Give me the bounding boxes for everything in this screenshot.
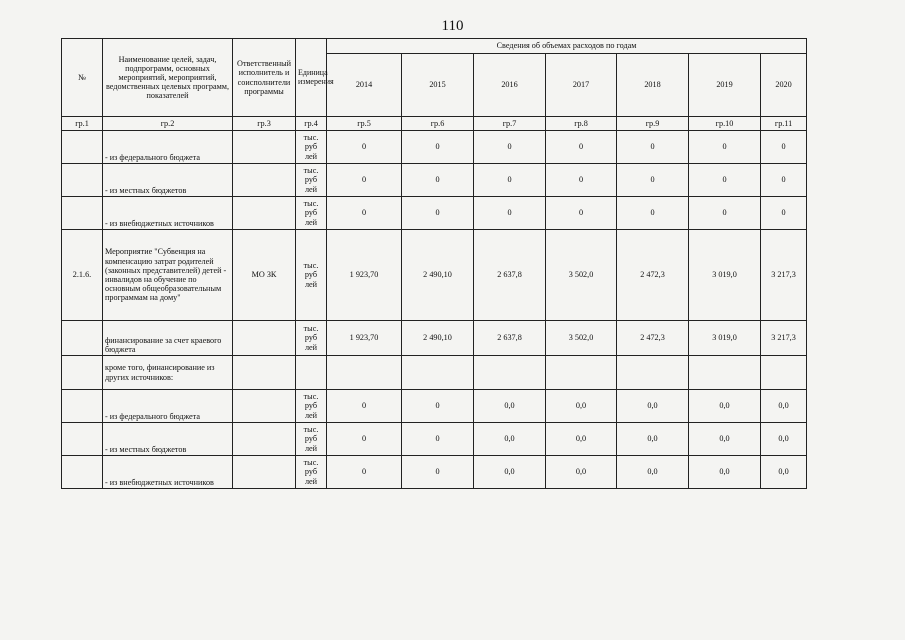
- header-year: 2018: [617, 54, 689, 117]
- row-exec: МО ЗК: [233, 230, 296, 321]
- gr-row: [62, 117, 807, 131]
- header-year: 2014: [327, 54, 402, 117]
- table-row: [62, 230, 807, 321]
- row-value: 0: [761, 131, 807, 164]
- gr-cell: гр.5: [327, 117, 402, 131]
- row-value: 0,0: [761, 456, 807, 489]
- gr-cell: гр.2: [103, 117, 233, 131]
- row-value: 0: [327, 423, 402, 456]
- row-value: 1 923,70: [327, 230, 402, 321]
- row-value: 0,0: [689, 456, 761, 489]
- row-value: 0,0: [617, 456, 689, 489]
- row-exec: [233, 390, 296, 423]
- row-value: [546, 356, 617, 390]
- header-executor: Ответственный исполнитель и соисполнители программы: [233, 39, 296, 117]
- table-row: [62, 390, 807, 423]
- row-num: [62, 321, 103, 356]
- row-exec: [233, 197, 296, 230]
- row-value: 0: [474, 131, 546, 164]
- row-value: 0,0: [474, 423, 546, 456]
- row-value: 3 019,0: [689, 321, 761, 356]
- row-value: 0,0: [761, 423, 807, 456]
- row-value: 0: [689, 131, 761, 164]
- row-num: [62, 390, 103, 423]
- row-unit: тыс. руб лей: [296, 164, 327, 197]
- row-value: 0: [546, 164, 617, 197]
- row-value: [474, 356, 546, 390]
- header-num: №: [62, 39, 103, 117]
- row-unit: тыс. руб лей: [296, 230, 327, 321]
- header-group: Сведения об объемах расходов по годам: [327, 39, 807, 54]
- gr-cell: гр.1: [62, 117, 103, 131]
- row-unit: тыс. руб лей: [296, 456, 327, 489]
- row-value: 0,0: [474, 390, 546, 423]
- row-value: 0: [474, 164, 546, 197]
- expenditure-table: [61, 38, 807, 489]
- table-row: [62, 131, 807, 164]
- header-name: Наименование целей, задач, подпрограмм, основных мероприятий, мероприятий, ведомственных целевых программ, показателей: [103, 39, 233, 117]
- row-value: 0,0: [546, 456, 617, 489]
- gr-cell: гр.3: [233, 117, 296, 131]
- header-year: 2016: [474, 54, 546, 117]
- row-unit: тыс. руб лей: [296, 131, 327, 164]
- row-value: 0: [402, 423, 474, 456]
- row-name: - из внебюджетных источников: [103, 456, 233, 489]
- row-value: 2 472,3: [617, 230, 689, 321]
- row-value: 0: [402, 164, 474, 197]
- row-value: 0: [761, 164, 807, 197]
- row-num: [62, 164, 103, 197]
- row-value: 0: [402, 456, 474, 489]
- table-row: [62, 321, 807, 356]
- row-value: [689, 356, 761, 390]
- row-value: 0: [546, 197, 617, 230]
- row-value: 0: [761, 197, 807, 230]
- row-value: 1 923,70: [327, 321, 402, 356]
- gr-cell: гр.9: [617, 117, 689, 131]
- row-value: [761, 356, 807, 390]
- gr-cell: гр.7: [474, 117, 546, 131]
- row-value: 0,0: [761, 390, 807, 423]
- gr-cell: гр.11: [761, 117, 807, 131]
- table-row: [62, 423, 807, 456]
- row-exec: [233, 423, 296, 456]
- row-unit: [296, 356, 327, 390]
- row-value: 0,0: [546, 390, 617, 423]
- row-value: 0: [617, 131, 689, 164]
- row-value: 0: [689, 164, 761, 197]
- row-value: 0,0: [617, 423, 689, 456]
- row-name: кроме того, финансирование из других источников:: [103, 356, 233, 390]
- row-num: 2.1.6.: [62, 230, 103, 321]
- gr-cell: гр.8: [546, 117, 617, 131]
- row-exec: [233, 456, 296, 489]
- row-num: [62, 423, 103, 456]
- header-unit: Единица измерения: [296, 39, 327, 117]
- row-value: 0,0: [546, 423, 617, 456]
- row-unit: тыс. руб лей: [296, 390, 327, 423]
- row-name: - из внебюджетных источников: [103, 197, 233, 230]
- row-num: [62, 197, 103, 230]
- row-value: 0,0: [474, 456, 546, 489]
- table-row: [62, 164, 807, 197]
- row-value: 0: [327, 131, 402, 164]
- row-value: 2 490,10: [402, 230, 474, 321]
- row-name: - из федерального бюджета: [103, 390, 233, 423]
- row-value: 3 502,0: [546, 230, 617, 321]
- row-value: 2 637,8: [474, 321, 546, 356]
- header-year: 2015: [402, 54, 474, 117]
- row-value: 3 217,3: [761, 321, 807, 356]
- header-year: 2020: [761, 54, 807, 117]
- row-value: 0: [402, 390, 474, 423]
- row-exec: [233, 164, 296, 197]
- row-exec: [233, 131, 296, 164]
- header-year: 2017: [546, 54, 617, 117]
- row-unit: тыс. руб лей: [296, 197, 327, 230]
- row-unit: тыс. руб лей: [296, 321, 327, 356]
- header-year: 2019: [689, 54, 761, 117]
- row-name: Мероприятие "Субвенция на компенсацию затрат родителей (законных представителей) детей - инвалидов на обучение по основным общеобразовательным программам на дому": [103, 230, 233, 321]
- row-value: 0: [327, 456, 402, 489]
- row-name: финансирование за счет краевого бюджета: [103, 321, 233, 356]
- row-value: 2 472,3: [617, 321, 689, 356]
- row-value: 0: [617, 164, 689, 197]
- row-value: 0: [327, 390, 402, 423]
- gr-cell: гр.4: [296, 117, 327, 131]
- row-value: 2 490,10: [402, 321, 474, 356]
- row-value: [327, 356, 402, 390]
- table-row: [62, 456, 807, 489]
- row-num: [62, 131, 103, 164]
- row-value: [402, 356, 474, 390]
- row-value: [617, 356, 689, 390]
- row-value: 0: [689, 197, 761, 230]
- row-name: - из местных бюджетов: [103, 423, 233, 456]
- row-value: 0,0: [689, 423, 761, 456]
- row-value: 0: [546, 131, 617, 164]
- gr-cell: гр.6: [402, 117, 474, 131]
- row-name: - из местных бюджетов: [103, 164, 233, 197]
- row-exec: [233, 321, 296, 356]
- row-value: 3 019,0: [689, 230, 761, 321]
- row-unit: тыс. руб лей: [296, 423, 327, 456]
- row-value: 2 637,8: [474, 230, 546, 321]
- row-num: [62, 356, 103, 390]
- row-value: 0: [402, 197, 474, 230]
- table-row: [62, 197, 807, 230]
- page-number: 110: [441, 18, 464, 34]
- row-value: 0: [474, 197, 546, 230]
- row-value: 0: [327, 164, 402, 197]
- row-value: 0: [617, 197, 689, 230]
- gr-cell: гр.10: [689, 117, 761, 131]
- row-value: 3 502,0: [546, 321, 617, 356]
- row-value: 0: [402, 131, 474, 164]
- row-value: 0,0: [617, 390, 689, 423]
- row-value: 0,0: [689, 390, 761, 423]
- table-row: [62, 356, 807, 390]
- row-num: [62, 456, 103, 489]
- row-exec: [233, 356, 296, 390]
- row-name: - из федерального бюджета: [103, 131, 233, 164]
- row-value: 3 217,3: [761, 230, 807, 321]
- row-value: 0: [327, 197, 402, 230]
